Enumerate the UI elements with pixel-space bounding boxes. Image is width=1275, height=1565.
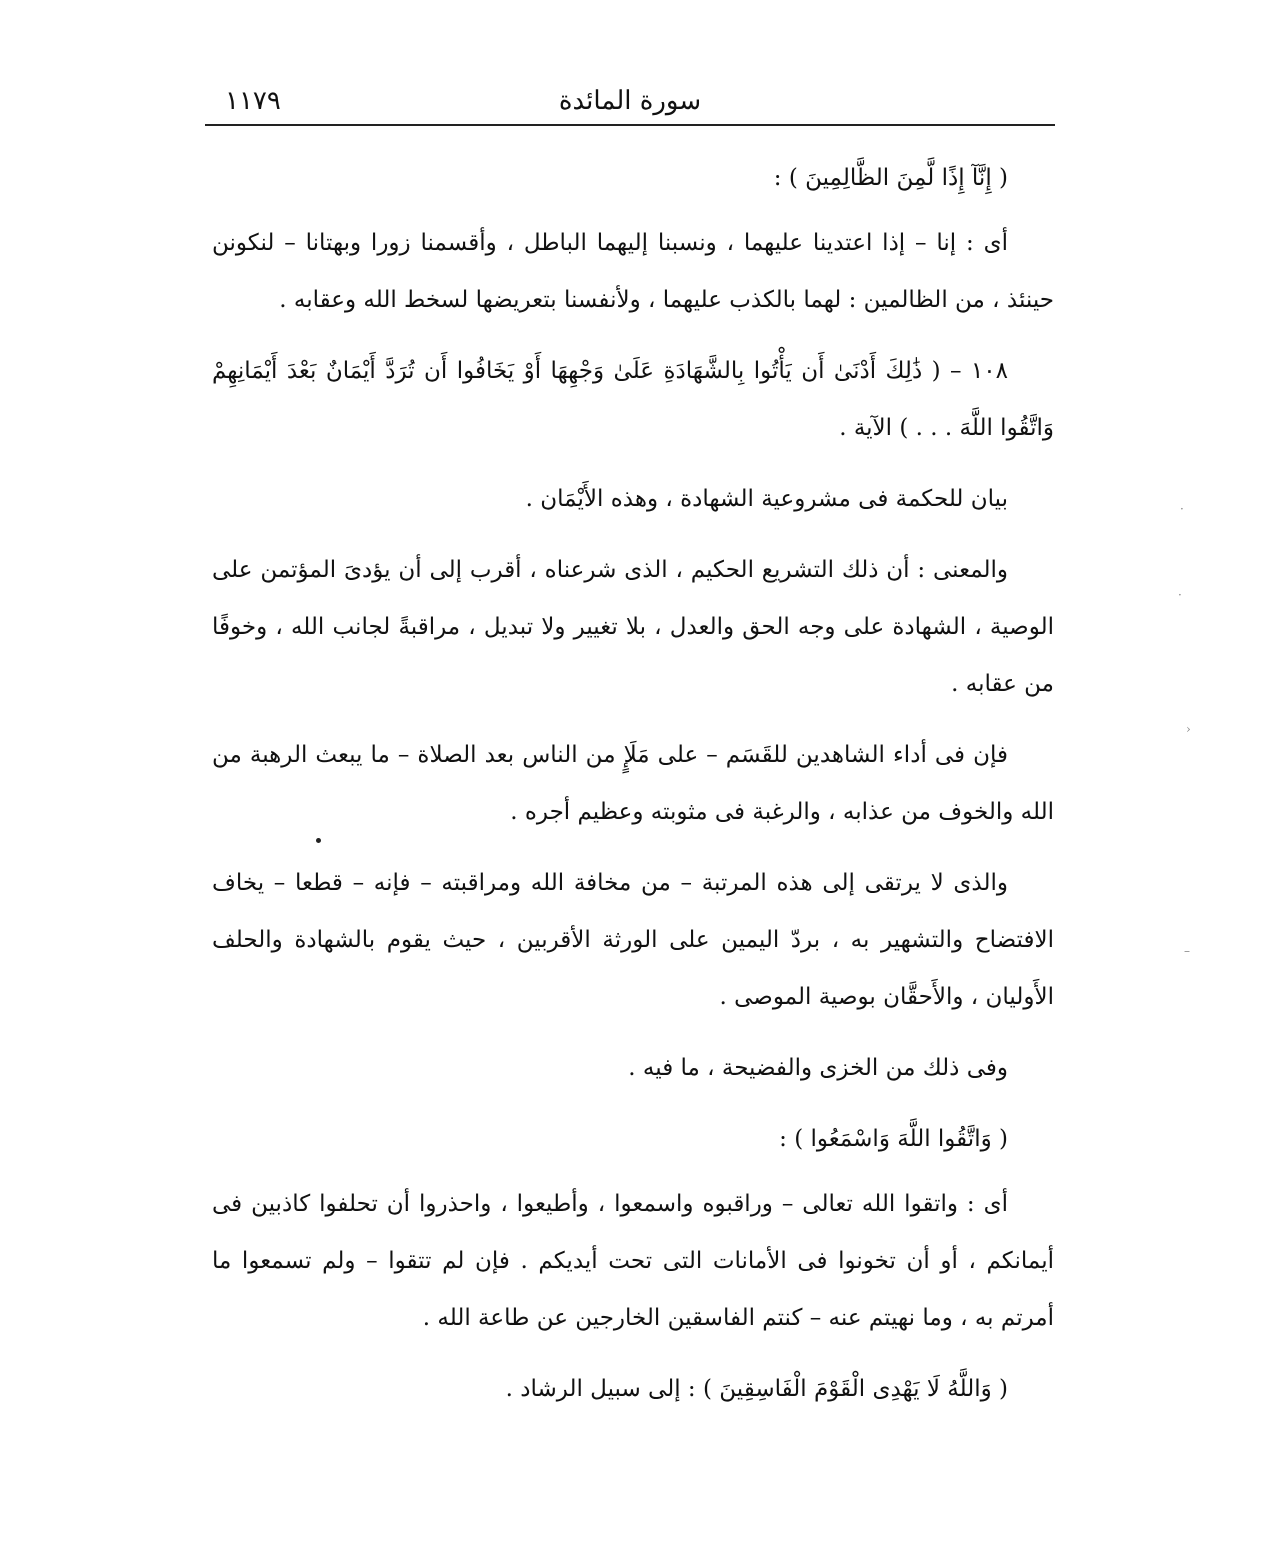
paragraph: والمعنى : أن ذلك التشريع الحكيم ، الذى شرعناه ، أقرب إلى أن يؤدىَ المؤتمن على الوصية ، الشهادة على وجه الحق والعدل ، بلا تغيير ولا تبديل ، مراقبةً لجانب الله ، وخوفًا من عقابه . — [212, 557, 1054, 697]
verse-quote: ( وَاتَّقُوا اللَّهَ وَاسْمَعُوا ) : — [779, 1126, 1008, 1152]
scan-speck: › — [1186, 722, 1191, 736]
paragraph: وفى ذلك من الخزى والفضيحة ، ما فيه . — [628, 1055, 1008, 1081]
verse-quote: ( وَاللَّهُ لَا يَهْدِى الْقَوْمَ الْفَاسِقِينَ ) : إلى سبيل الرشاد . — [505, 1376, 1008, 1402]
paragraph: فإن فى أداء الشاهدين للقَسَم – على مَلَإٍ من الناس بعد الصلاة – ما يبعث الرهبة من الله والخوف من عذابه ، والرغبة فى مثوبته وعظيم أجره . — [212, 742, 1054, 825]
page-number: ١١٧٩ — [225, 86, 281, 116]
header-rule — [205, 124, 1055, 126]
surah-title: سورة المائدة — [558, 86, 702, 116]
paragraph: أى : إنا – إذا اعتدينا عليهما ، ونسبنا إليهما الباطل ، وأقسمنا زورا وبهتانا – لنكونن حينئذ ، من الظالمين : لهما بالكذب عليهما ، ولأنفسنا بتعريضها لسخط الله وعقابه . — [212, 230, 1054, 313]
scan-speck: · — [1178, 588, 1182, 602]
page-body — [212, 150, 1054, 1426]
paragraph: أى : واتقوا الله تعالى – وراقبوه واسمعوا ، وأطيعوا ، واحذروا أن تحلفوا كاذبين فى أيمانكم ، أو أن تخونوا فى الأمانات التى تحت أيديكم . فإن لم تتقوا – ولم تسمعوا ما أمرتم به ، وما نهيتم عنه – كنتم الفاسقين الخارجين عن طاعة الله . — [212, 1191, 1054, 1331]
verse-quote: ( إِنَّآ إِذًا لَّمِنَ الظَّالِمِينَ ) : — [773, 165, 1008, 191]
scan-speck: – — [1184, 944, 1190, 958]
page-header — [205, 84, 1055, 118]
scan-speck: · — [1180, 502, 1184, 516]
scan-speck — [316, 838, 321, 843]
paragraph: بيان للحكمة فى مشروعية الشهادة ، وهذه الأَيْمَان . — [525, 486, 1008, 512]
verse-heading: ١٠٨ – ( ذَٰلِكَ أَدْنَىٰ أَن يَأْتُوا بِالشَّهَادَةِ عَلَىٰ وَجْهِهَا أَوْ يَخَافُوا أَن تُرَدَّ أَيْمَانٌ بَعْدَ أَيْمَانِهِمْ وَاتَّقُوا اللَّهَ . . . ) الآية . — [212, 358, 1054, 441]
paragraph: والذى لا يرتقى إلى هذه المرتبة – من مخافة الله ومراقبته – فإنه – قطعا – يخاف الافتضاح والتشهير به ، بردّ اليمين على الورثة الأقربين ، حيث يقوم بالشهادة والحلف الأَوليان ، والأَحقَّان بوصية الموصى . — [212, 870, 1054, 1010]
